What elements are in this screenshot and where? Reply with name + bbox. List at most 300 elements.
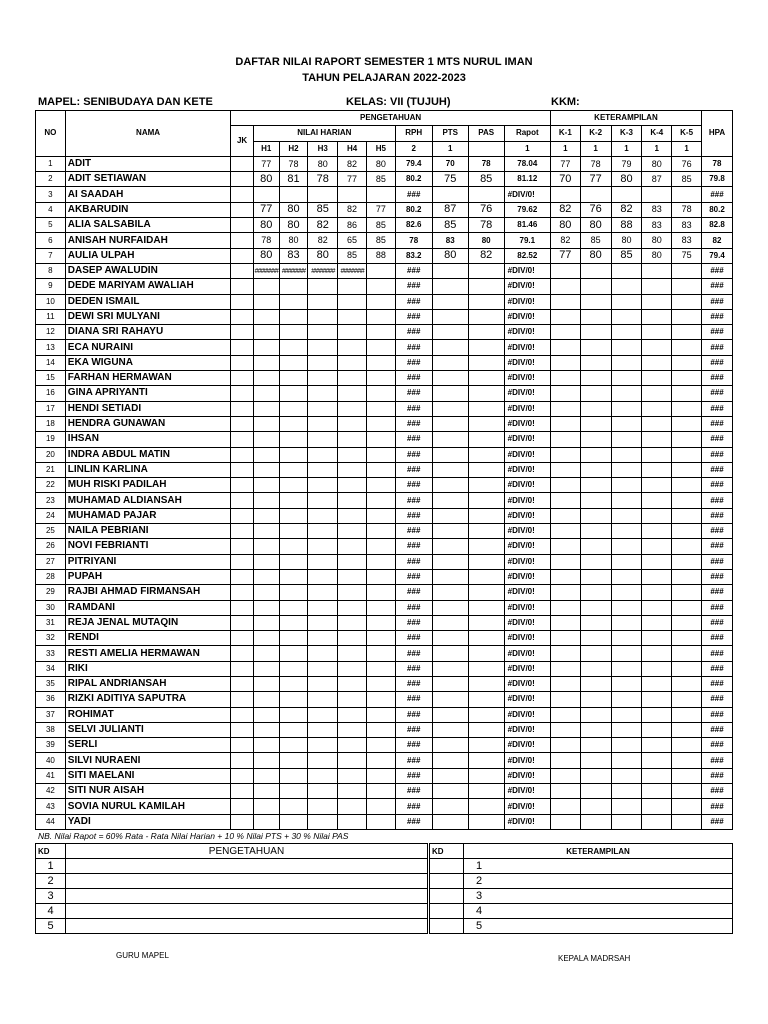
weight-k1: 1 (550, 141, 580, 156)
nilai-harian-h4: 65 (338, 233, 367, 248)
row-no: 8 (36, 263, 66, 278)
table-row (36, 401, 733, 416)
nilai-harian-h1: 80 (253, 172, 279, 187)
keterampilan-k1 (550, 569, 580, 584)
nilai-harian-h2 (279, 187, 308, 202)
keterampilan-k5 (672, 722, 702, 737)
keterampilan-k4 (642, 738, 672, 753)
nilai-harian-h1: 80 (253, 218, 279, 233)
student-name: AKBARUDIN (65, 202, 231, 217)
keterampilan-k3 (611, 508, 642, 523)
keterampilan-k4 (642, 401, 672, 416)
kd-number: 3 (36, 889, 66, 904)
pas-cell (468, 738, 504, 753)
kd-number: 1 (464, 859, 733, 874)
hpa-cell: ### (702, 340, 733, 355)
keterampilan-k3 (611, 462, 642, 477)
student-name: REJA JENAL MUTAQIN (65, 615, 231, 630)
keterampilan-k5 (672, 524, 702, 539)
nilai-harian-h3 (308, 386, 338, 401)
pts-cell: 80 (432, 248, 468, 263)
header-h1: H1 (253, 141, 279, 156)
rph-cell: ### (395, 784, 432, 799)
keterampilan-k2 (580, 676, 611, 691)
pas-cell (468, 753, 504, 768)
keterampilan-k3 (611, 386, 642, 401)
rph-cell: ### (395, 692, 432, 707)
table-row (36, 738, 733, 753)
keterampilan-k3 (611, 432, 642, 447)
row-no: 21 (36, 462, 66, 477)
rapot-cell: #DIV/0! (504, 600, 550, 615)
jk-cell (231, 355, 254, 370)
jk-cell (231, 814, 254, 829)
student-name: RIPAL ANDRIANSAH (65, 676, 231, 691)
table-row (36, 416, 733, 431)
keterampilan-k2 (580, 600, 611, 615)
jk-cell (231, 202, 254, 217)
nilai-harian-h2 (279, 753, 308, 768)
keterampilan-k1 (550, 294, 580, 309)
keterampilan-k5 (672, 263, 702, 278)
keterampilan-k2 (580, 309, 611, 324)
keterampilan-k1 (550, 585, 580, 600)
pas-cell (468, 493, 504, 508)
kd-pengetahuan-table (35, 843, 428, 934)
student-name: SITI NUR AISAH (65, 784, 231, 799)
nilai-harian-h1 (253, 692, 279, 707)
nilai-harian-h4 (338, 478, 367, 493)
keterampilan-k2 (580, 263, 611, 278)
nilai-harian-h4 (338, 187, 367, 202)
kd-row (430, 859, 733, 874)
table-row (36, 248, 733, 263)
keterampilan-k5 (672, 738, 702, 753)
keterampilan-k5: 83 (672, 233, 702, 248)
keterampilan-k5 (672, 753, 702, 768)
kd-pengetahuan-title: PENGETAHUAN (66, 844, 428, 859)
rapot-cell: #DIV/0! (504, 263, 550, 278)
row-no: 36 (36, 692, 66, 707)
hpa-cell: 82.8 (702, 218, 733, 233)
rapot-cell: #DIV/0! (504, 524, 550, 539)
row-no: 42 (36, 784, 66, 799)
rapot-cell: #DIV/0! (504, 355, 550, 370)
header-no: NO (36, 111, 66, 157)
row-no: 24 (36, 508, 66, 523)
table-row (36, 202, 733, 217)
nilai-harian-h1 (253, 676, 279, 691)
keterampilan-k2 (580, 768, 611, 783)
keterampilan-k2 (580, 432, 611, 447)
kd-row (430, 919, 733, 934)
jk-cell (231, 248, 254, 263)
keterampilan-k2 (580, 355, 611, 370)
keterampilan-k5 (672, 569, 702, 584)
pts-cell (432, 478, 468, 493)
keterampilan-k2 (580, 493, 611, 508)
hpa-cell: ### (702, 600, 733, 615)
keterampilan-k3 (611, 355, 642, 370)
nilai-harian-h4 (338, 386, 367, 401)
keterampilan-k3 (611, 600, 642, 615)
nilai-harian-h5 (366, 631, 395, 646)
kd-number (430, 859, 464, 874)
jk-cell (231, 646, 254, 661)
keterampilan-k1 (550, 615, 580, 630)
table-row (36, 386, 733, 401)
kd-keterampilan-title: KETERAMPILAN (464, 844, 733, 859)
rph-cell: ### (395, 676, 432, 691)
pts-cell (432, 692, 468, 707)
kd-row (36, 919, 428, 934)
nilai-harian-h5 (366, 432, 395, 447)
keterampilan-k3 (611, 738, 642, 753)
nilai-harian-h4 (338, 707, 367, 722)
nilai-harian-h5 (366, 707, 395, 722)
keterampilan-k5 (672, 386, 702, 401)
student-name: ALIA SALSABILA (65, 218, 231, 233)
student-name: YADI (65, 814, 231, 829)
hpa-cell: ### (702, 784, 733, 799)
keterampilan-k3 (611, 646, 642, 661)
hpa-cell: ### (702, 309, 733, 324)
rapot-cell: #DIV/0! (504, 661, 550, 676)
kd-description (66, 859, 428, 874)
keterampilan-k1 (550, 416, 580, 431)
header-pengetahuan: PENGETAHUAN (231, 111, 551, 126)
nilai-harian-h1 (253, 799, 279, 814)
jk-cell (231, 187, 254, 202)
keterampilan-k5 (672, 646, 702, 661)
pts-cell (432, 309, 468, 324)
jk-cell (231, 478, 254, 493)
keterampilan-k3 (611, 814, 642, 829)
keterampilan-k3 (611, 371, 642, 386)
hpa-cell: ### (702, 539, 733, 554)
hpa-cell: ### (702, 569, 733, 584)
rph-cell: ### (395, 432, 432, 447)
student-name: AULIA ULPAH (65, 248, 231, 263)
jk-cell (231, 524, 254, 539)
nilai-harian-h2 (279, 615, 308, 630)
keterampilan-k5 (672, 814, 702, 829)
table-row (36, 569, 733, 584)
keterampilan-k3: 80 (611, 172, 642, 187)
table-row (36, 539, 733, 554)
student-name: MUH RISKI PADILAH (65, 478, 231, 493)
hpa-cell: ### (702, 661, 733, 676)
keterampilan-k1 (550, 478, 580, 493)
keterampilan-k1 (550, 646, 580, 661)
keterampilan-k3 (611, 768, 642, 783)
keterampilan-k1 (550, 325, 580, 340)
hpa-cell: ### (702, 799, 733, 814)
nilai-harian-h3: 82 (308, 218, 338, 233)
rapot-cell: #DIV/0! (504, 371, 550, 386)
nilai-harian-h1 (253, 585, 279, 600)
jk-cell (231, 692, 254, 707)
keterampilan-k1: 82 (550, 202, 580, 217)
keterampilan-k2: 76 (580, 202, 611, 217)
pts-cell (432, 401, 468, 416)
nilai-harian-h2 (279, 325, 308, 340)
nilai-harian-h4: 86 (338, 218, 367, 233)
keterampilan-k2 (580, 569, 611, 584)
nilai-harian-h1 (253, 447, 279, 462)
nilai-harian-h4 (338, 539, 367, 554)
keterampilan-k4 (642, 646, 672, 661)
rapot-cell: #DIV/0! (504, 493, 550, 508)
nilai-harian-h3 (308, 447, 338, 462)
keterampilan-k4 (642, 799, 672, 814)
keterampilan-k5 (672, 462, 702, 477)
keterampilan-k1 (550, 661, 580, 676)
nilai-harian-h5 (366, 263, 395, 278)
keterampilan-k1 (550, 524, 580, 539)
hpa-cell: ### (702, 432, 733, 447)
hpa-cell: ### (702, 325, 733, 340)
table-row (36, 524, 733, 539)
rph-cell: 78 (395, 233, 432, 248)
kd-row (430, 874, 733, 889)
nilai-harian-h2 (279, 707, 308, 722)
pts-cell (432, 753, 468, 768)
table-row (36, 707, 733, 722)
pts-cell: 83 (432, 233, 468, 248)
pas-cell (468, 325, 504, 340)
table-row (36, 187, 733, 202)
student-name: SELVI JULIANTI (65, 722, 231, 737)
keterampilan-k2 (580, 631, 611, 646)
keterampilan-k2: 77 (580, 172, 611, 187)
nilai-harian-h3 (308, 524, 338, 539)
header-k1: K-1 (550, 126, 580, 141)
row-no: 19 (36, 432, 66, 447)
nilai-harian-h1: 78 (253, 233, 279, 248)
nilai-harian-h5: 88 (366, 248, 395, 263)
keterampilan-k4 (642, 355, 672, 370)
nilai-harian-h2 (279, 814, 308, 829)
hpa-cell: ### (702, 585, 733, 600)
nilai-harian-h3 (308, 631, 338, 646)
student-name: AI SAADAH (65, 187, 231, 202)
nilai-harian-h3: 78 (308, 172, 338, 187)
nilai-harian-h4 (338, 508, 367, 523)
keterampilan-k4 (642, 753, 672, 768)
nilai-harian-h2 (279, 539, 308, 554)
weight-rph: 2 (395, 141, 432, 156)
rph-cell: ### (395, 279, 432, 294)
hpa-cell: ### (702, 187, 733, 202)
rph-cell: ### (395, 738, 432, 753)
keterampilan-k4 (642, 539, 672, 554)
table-row (36, 722, 733, 737)
weight-pts: 1 (432, 141, 468, 156)
keterampilan-k5 (672, 416, 702, 431)
nilai-harian-h4 (338, 631, 367, 646)
hpa-cell: ### (702, 722, 733, 737)
nilai-harian-h5 (366, 539, 395, 554)
kd-description (66, 889, 428, 904)
rapot-cell: #DIV/0! (504, 554, 550, 569)
rapot-cell: #DIV/0! (504, 768, 550, 783)
keterampilan-k5 (672, 187, 702, 202)
keterampilan-k5 (672, 401, 702, 416)
student-name: INDRA ABDUL MATIN (65, 447, 231, 462)
keterampilan-k1 (550, 401, 580, 416)
hpa-cell: 79.4 (702, 248, 733, 263)
nilai-harian-h5 (366, 554, 395, 569)
keterampilan-k3 (611, 753, 642, 768)
rapot-cell: 78.04 (504, 156, 550, 171)
row-no: 3 (36, 187, 66, 202)
student-name: ANISAH NURFAIDAH (65, 233, 231, 248)
keterampilan-k2 (580, 814, 611, 829)
keterampilan-k1: 82 (550, 233, 580, 248)
nilai-harian-h5 (366, 401, 395, 416)
nilai-harian-h1 (253, 784, 279, 799)
nilai-harian-h3 (308, 416, 338, 431)
nilai-harian-h3 (308, 799, 338, 814)
row-no: 26 (36, 539, 66, 554)
jk-cell (231, 539, 254, 554)
row-no: 15 (36, 371, 66, 386)
pas-cell: 80 (468, 233, 504, 248)
row-no: 23 (36, 493, 66, 508)
row-no: 40 (36, 753, 66, 768)
keterampilan-k1 (550, 539, 580, 554)
nilai-harian-h1 (253, 646, 279, 661)
table-row (36, 233, 733, 248)
subject-label: MAPEL: SENIBUDAYA DAN KETE (38, 96, 213, 108)
keterampilan-k3 (611, 799, 642, 814)
class-label: KELAS: VII (TUJUH) (346, 96, 451, 108)
hpa-cell: 79.8 (702, 172, 733, 187)
pts-cell (432, 416, 468, 431)
nilai-harian-h5 (366, 524, 395, 539)
hpa-cell: ### (702, 401, 733, 416)
header-rph: RPH (395, 126, 432, 141)
pts-cell (432, 508, 468, 523)
student-name: DEDE MARIYAM AWALIAH (65, 279, 231, 294)
formula-note: NB. Nilai Rapot = 60% Rata - Rata Nilai Harian + 10 % Nilai PTS + 30 % Nilai PAS (38, 831, 349, 841)
keterampilan-k2 (580, 784, 611, 799)
header-pts: PTS (432, 126, 468, 141)
keterampilan-k5: 78 (672, 202, 702, 217)
nilai-harian-h4 (338, 524, 367, 539)
kd-number (430, 904, 464, 919)
hpa-cell: ### (702, 692, 733, 707)
pts-cell (432, 187, 468, 202)
header-nilai-harian: NILAI HARIAN (253, 126, 395, 141)
pas-cell (468, 631, 504, 646)
row-no: 22 (36, 478, 66, 493)
nilai-harian-h3 (308, 768, 338, 783)
nilai-harian-h4 (338, 371, 367, 386)
rapot-cell: #DIV/0! (504, 646, 550, 661)
nilai-harian-h2 (279, 294, 308, 309)
row-no: 20 (36, 447, 66, 462)
rph-cell: ### (395, 401, 432, 416)
nilai-harian-h2: 80 (279, 202, 308, 217)
table-row (36, 279, 733, 294)
table-row (36, 371, 733, 386)
nilai-harian-h2 (279, 371, 308, 386)
nilai-harian-h5 (366, 799, 395, 814)
keterampilan-k2 (580, 294, 611, 309)
nilai-harian-h2 (279, 462, 308, 477)
table-row (36, 676, 733, 691)
keterampilan-k5 (672, 447, 702, 462)
student-name: HENDRA GUNAWAN (65, 416, 231, 431)
pas-cell (468, 478, 504, 493)
rapot-cell: #DIV/0! (504, 615, 550, 630)
nilai-harian-h3: 80 (308, 156, 338, 171)
nilai-harian-h2 (279, 646, 308, 661)
keterampilan-k3 (611, 707, 642, 722)
nilai-harian-h3 (308, 661, 338, 676)
keterampilan-k4 (642, 432, 672, 447)
nilai-harian-h3: 82 (308, 233, 338, 248)
table-row (36, 615, 733, 630)
nilai-harian-h3 (308, 707, 338, 722)
keterampilan-k2 (580, 661, 611, 676)
kd-row (430, 904, 733, 919)
nilai-harian-h1 (253, 309, 279, 324)
nilai-harian-h2 (279, 355, 308, 370)
pts-cell (432, 524, 468, 539)
keterampilan-k5 (672, 585, 702, 600)
nilai-harian-h5 (366, 692, 395, 707)
pas-cell (468, 432, 504, 447)
nilai-harian-h3 (308, 722, 338, 737)
table-row (36, 661, 733, 676)
table-row (36, 646, 733, 661)
rph-cell: 80.2 (395, 202, 432, 217)
rapot-cell: #DIV/0! (504, 478, 550, 493)
row-no: 28 (36, 569, 66, 584)
rapot-cell: #DIV/0! (504, 539, 550, 554)
nilai-harian-h5 (366, 600, 395, 615)
pas-cell (468, 707, 504, 722)
nilai-harian-h1 (253, 355, 279, 370)
keterampilan-k5 (672, 279, 702, 294)
nilai-harian-h5: 85 (366, 218, 395, 233)
keterampilan-k3 (611, 722, 642, 737)
weight-k3: 1 (611, 141, 642, 156)
row-no: 16 (36, 386, 66, 401)
keterampilan-k2 (580, 585, 611, 600)
rapot-cell: #DIV/0! (504, 722, 550, 737)
nilai-harian-h2 (279, 524, 308, 539)
nilai-harian-h4: 77 (338, 172, 367, 187)
hpa-cell: 80.2 (702, 202, 733, 217)
keterampilan-k3 (611, 524, 642, 539)
nilai-harian-h4 (338, 738, 367, 753)
row-no: 10 (36, 294, 66, 309)
keterampilan-k1 (550, 676, 580, 691)
student-name: ECA NURAINI (65, 340, 231, 355)
nilai-harian-h4 (338, 554, 367, 569)
kd-description (66, 874, 428, 889)
nilai-harian-h4 (338, 462, 367, 477)
keterampilan-k2: 78 (580, 156, 611, 171)
nilai-harian-h3 (308, 676, 338, 691)
jk-cell (231, 615, 254, 630)
header-h3: H3 (308, 141, 338, 156)
keterampilan-k3 (611, 661, 642, 676)
